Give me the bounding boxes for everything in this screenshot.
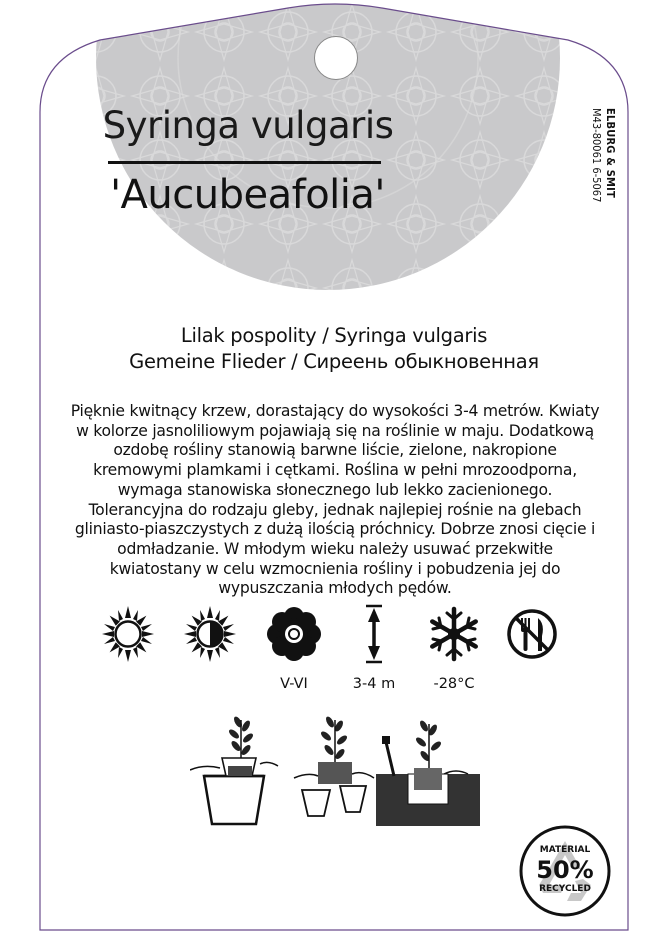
botanical-name: Syringa vulgaris [102, 104, 394, 147]
common-name-line: Lilak pospolity / Syringa vulgaris [180, 324, 488, 347]
recycled-material-badge [519, 825, 611, 917]
care-icons [100, 604, 580, 704]
badge-percent: 50% [536, 856, 594, 884]
height-arrow-icon [346, 604, 402, 664]
full-sun-icon [100, 604, 156, 664]
plant-height: 3-4 m [352, 676, 396, 692]
badge-top-text: MATERIAL [539, 845, 591, 855]
flower-icon [266, 604, 322, 664]
common-names [60, 323, 608, 375]
hang-hole [314, 36, 358, 80]
snowflake-icon [426, 604, 482, 664]
flowering-period: V-VI [280, 676, 308, 692]
brand-name: ELBURG & SMIT [604, 108, 617, 198]
badge-bottom-text: RECYCLED [539, 884, 591, 894]
title-divider [108, 161, 381, 164]
common-name-line: Gemeine Flieder / Сиреень обыкновенная [129, 350, 539, 373]
side-codes [591, 108, 621, 238]
plant-in-hole-step [376, 719, 480, 826]
frost-hardiness: -28°C [433, 676, 475, 692]
remove-pot-step [294, 715, 374, 816]
product-code: M43-80061 6-5067 [590, 108, 603, 203]
not-edible-icon [504, 604, 560, 664]
planting-instructions-illustration [190, 712, 480, 830]
cultivar-name: 'Aucubeafolia' [110, 172, 385, 218]
soak-rootball-step [190, 715, 278, 824]
half-shade-icon [182, 604, 238, 664]
plant-description: Pięknie kwitnący krzew, dorastający do wysokości 3-4 metrów. Kwiaty w kolorze jasnoliliowym pojawiają się na roślinie w maju. Dodatkową ozdobę rośliny stanowią barwne liście, zielone, nakropione kremowymi plamkami i cętkami. Roślina w pełni mrozoodporna, wymaga stanowiska słonecznego lub lekko zacienionego. Tolerancyjna do rodzaju gleby, jednak najlepiej rośnie na glebach gliniasto-piaszczystych z dużą ilością próchnicy. Dobrze znosi cięcie i odmładzanie. W młodym wieku należy usuwać przekwitłe kwiatostany w celu wzmocnienia rośliny i pobudzenia jej do wypuszczania młodych pędów. [70, 402, 600, 598]
